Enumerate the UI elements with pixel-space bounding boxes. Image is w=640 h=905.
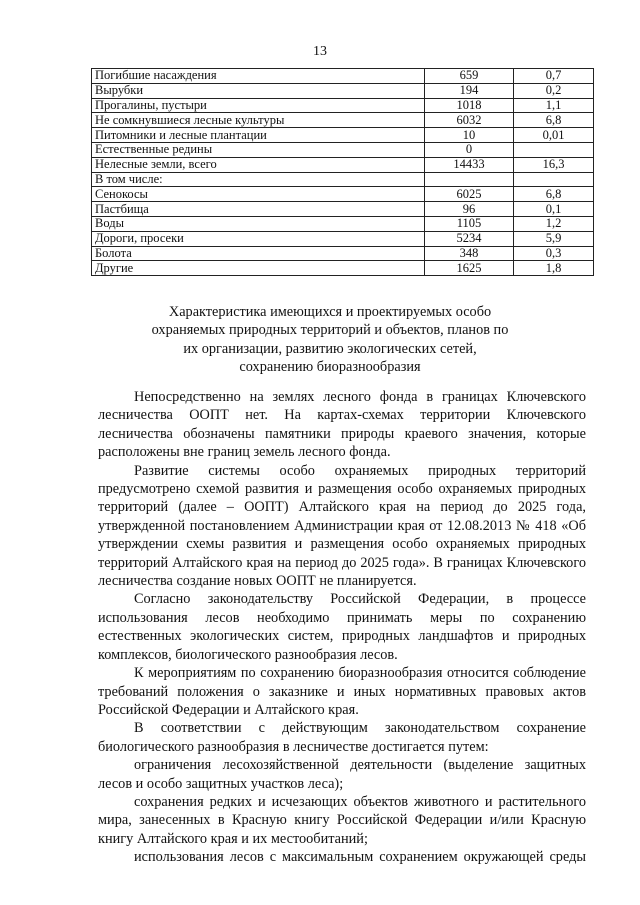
table-row bbox=[92, 142, 594, 157]
table-cell-percent: 0,01 bbox=[514, 128, 594, 143]
table-cell-percent: 0,7 bbox=[514, 69, 594, 84]
paragraph: использования лесов с максимальным сохранением окружающей среды bbox=[134, 849, 586, 866]
table-cell-category: В том числе: bbox=[92, 172, 425, 187]
table-cell-percent: 1,8 bbox=[514, 261, 594, 276]
table-cell-percent: 0,2 bbox=[514, 83, 594, 98]
table-row bbox=[92, 113, 594, 128]
table-cell-area: 96 bbox=[425, 202, 514, 217]
table-cell-area bbox=[425, 172, 514, 187]
table-cell-category: Другие bbox=[92, 261, 425, 276]
table-row bbox=[92, 216, 594, 231]
section-title-line: Характеристика имеющихся и проектируемых особо bbox=[168, 304, 492, 320]
table-cell-percent: 0,1 bbox=[514, 202, 594, 217]
table-cell-category: Погибшие насаждения bbox=[92, 69, 425, 84]
section-title bbox=[120, 303, 540, 377]
table-cell-area: 10 bbox=[425, 128, 514, 143]
table-cell-category: Естественные редины bbox=[92, 142, 425, 157]
table-row bbox=[92, 83, 594, 98]
table-cell-category: Питомники и лесные плантации bbox=[92, 128, 425, 143]
table-cell-percent: 5,9 bbox=[514, 231, 594, 246]
table-row bbox=[92, 187, 594, 202]
table-cell-area: 14433 bbox=[425, 157, 514, 172]
table-cell-area: 348 bbox=[425, 246, 514, 261]
table-cell-category: Сенокосы bbox=[92, 187, 425, 202]
table-cell-area: 194 bbox=[425, 83, 514, 98]
table-cell-percent: 6,8 bbox=[514, 187, 594, 202]
table-cell-area: 0 bbox=[425, 142, 514, 157]
table-cell-area: 1625 bbox=[425, 261, 514, 276]
table-cell-category: Воды bbox=[92, 216, 425, 231]
table-cell-area: 659 bbox=[425, 69, 514, 84]
paragraph: Непосредственно на землях лесного фонда в границах Ключевского лесничества ООПТ нет. На картах-схемах территории Ключевского лесничества обозначены памятники природы краевого значения, которые расположены вне границ земель лесного фонда. bbox=[98, 389, 586, 461]
section-title-line: сохранению биоразнообразия bbox=[239, 359, 421, 376]
table-cell-category: Не сомкнувшиеся лесные культуры bbox=[92, 113, 425, 128]
paragraph: Согласно законодательству Российской Федерации, в процессе использования лесов необходимо принимать меры по сохранению естественных экологических систем, природных ландшафтов и природных комплексов, биологического разнообразия лесов. bbox=[98, 591, 586, 663]
table-row bbox=[92, 128, 594, 143]
land-category-table bbox=[91, 68, 594, 276]
table-row bbox=[92, 202, 594, 217]
paragraph: К мероприятиям по сохранению биоразнообразия относится соблюдение требований положения о заказнике и иных нормативных правовых актов Российской Федерации и Алтайского края. bbox=[98, 665, 586, 718]
table-cell-percent bbox=[514, 142, 594, 157]
table-cell-category: Дороги, просеки bbox=[92, 231, 425, 246]
body-text bbox=[98, 388, 586, 867]
table-cell-category: Вырубки bbox=[92, 83, 425, 98]
page-number: 13 bbox=[313, 44, 327, 59]
table-cell-area: 6025 bbox=[425, 187, 514, 202]
table-cell-percent: 1,1 bbox=[514, 98, 594, 113]
table-cell-category: Прогалины, пустыри bbox=[92, 98, 425, 113]
table-row bbox=[92, 157, 594, 172]
table-row bbox=[92, 98, 594, 113]
table-cell-percent bbox=[514, 172, 594, 187]
paragraph: Развитие системы особо охраняемых природных территорий предусмотрено схемой развития и размещения особо охраняемых природных территорий (далее – ООПТ) Алтайского края на период до 2025 года, утвержденной постановлением Администрации края от 12.08.2013 № 418 «Об утверждении схемы развития и размещения особо охраняемых природных территорий Алтайского края на период до 2025 года». В границах Ключевского лесничества создание новых ООПТ не планируется. bbox=[98, 462, 586, 590]
section-title-line: охраняемых природных территорий и объектов, планов по bbox=[151, 322, 509, 339]
table-cell-area: 5234 bbox=[425, 231, 514, 246]
table-cell-percent: 0,3 bbox=[514, 246, 594, 261]
table-cell-percent: 16,3 bbox=[514, 157, 594, 172]
table-row bbox=[92, 231, 594, 246]
table-row bbox=[92, 69, 594, 84]
table-cell-area: 1105 bbox=[425, 216, 514, 231]
table-row bbox=[92, 246, 594, 261]
table-cell-percent: 1,2 bbox=[514, 216, 594, 231]
table-cell-area: 6032 bbox=[425, 113, 514, 128]
section-title-line: их организации, развитию экологических сетей, bbox=[183, 340, 477, 357]
table-cell-percent: 6,8 bbox=[514, 113, 594, 128]
table-row bbox=[92, 261, 594, 276]
table-cell-area: 1018 bbox=[425, 98, 514, 113]
table-cell-category: Пастбища bbox=[92, 202, 425, 217]
table-row bbox=[92, 172, 594, 187]
table-cell-category: Нелесные земли, всего bbox=[92, 157, 425, 172]
paragraph: В соответствии с действующим законодательством сохранение биологического разнообразия в лесничестве достигается путем: bbox=[98, 720, 586, 755]
table-cell-category: Болота bbox=[92, 246, 425, 261]
paragraph: сохранения редких и исчезающих объектов животного и растительного мира, занесенных в Красную книгу Российской Федерации и/или Красную книгу Алтайского края и их местообитаний; bbox=[98, 793, 586, 847]
paragraph: ограничения лесохозяйственной деятельности (выделение защитных лесов и особо защитных участков леса); bbox=[98, 757, 586, 792]
